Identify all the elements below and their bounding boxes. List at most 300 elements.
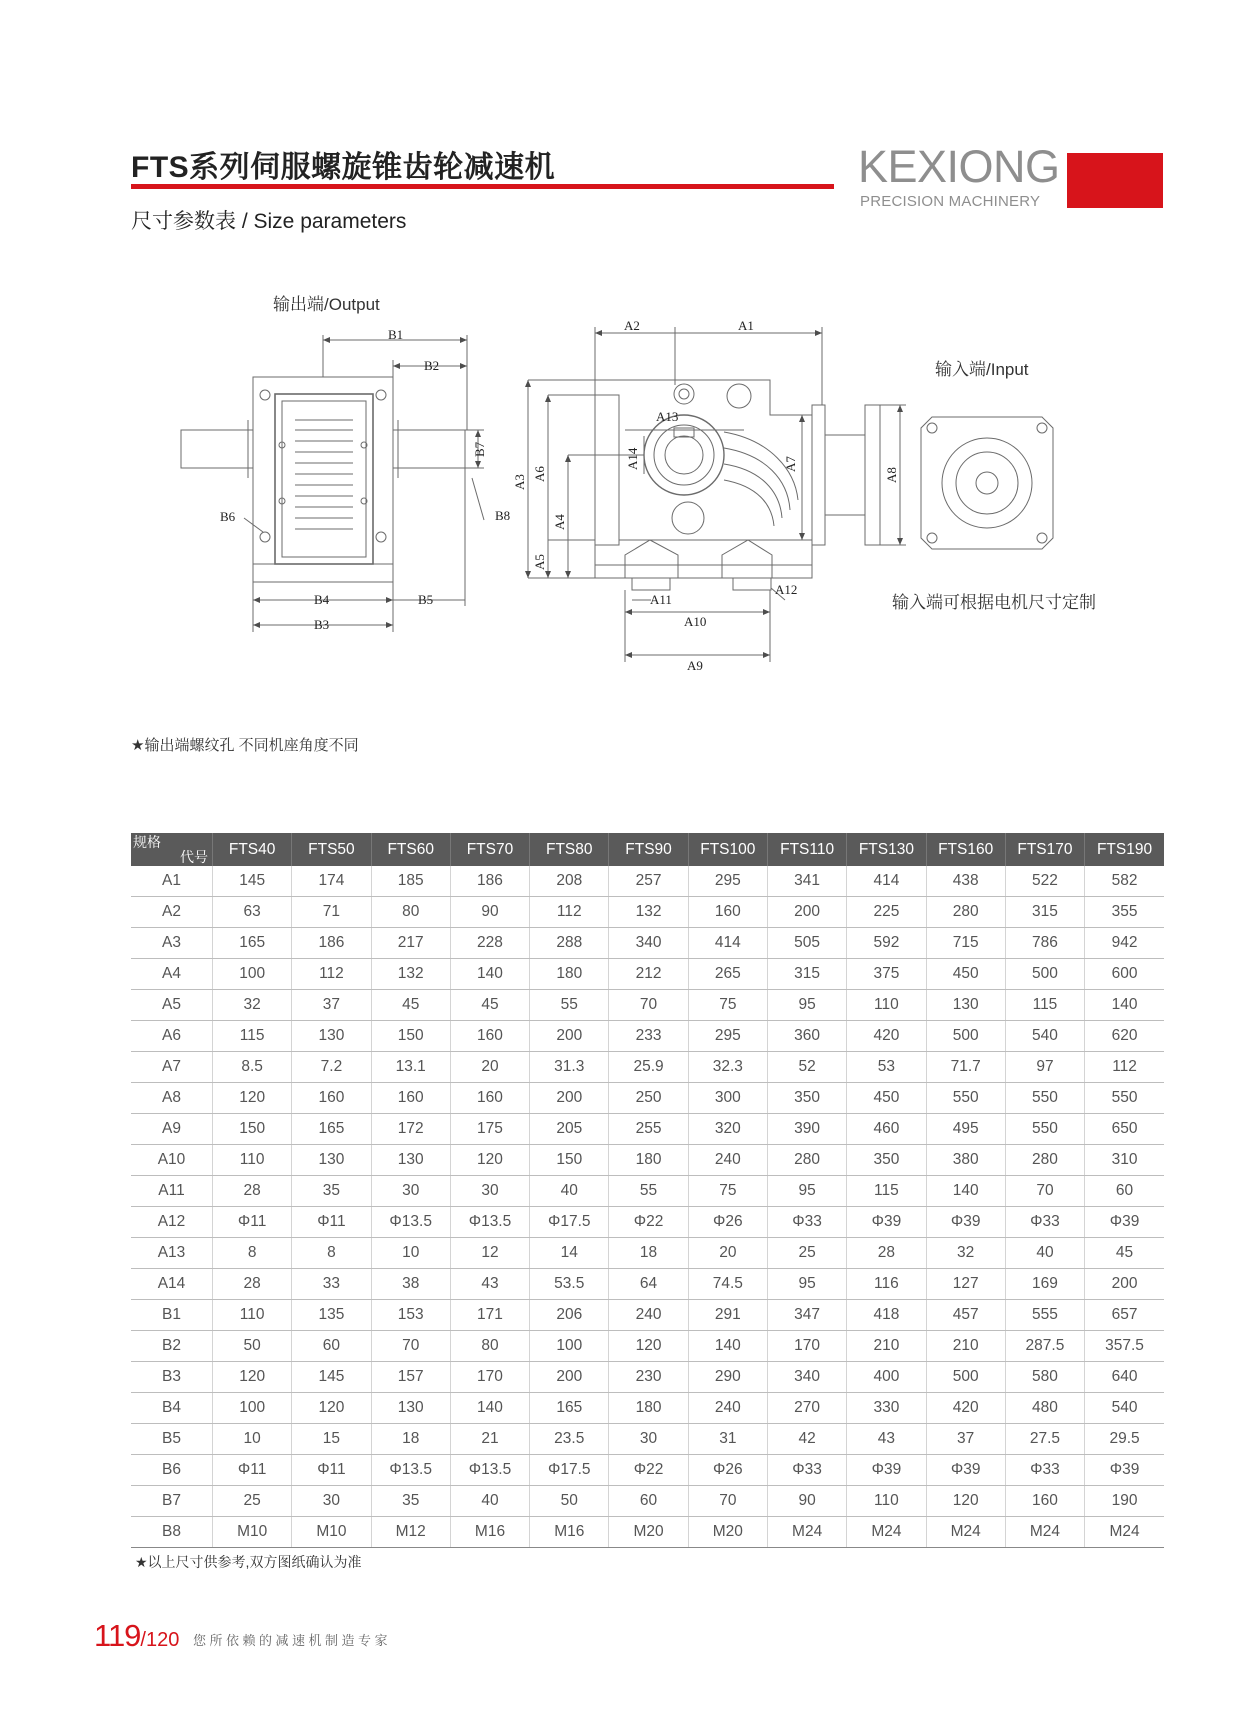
table-cell: 495 <box>926 1114 1005 1145</box>
table-cell: 295 <box>688 1021 767 1052</box>
table-cell: 160 <box>292 1083 371 1114</box>
table-cell: 175 <box>450 1114 529 1145</box>
table-cell: Φ33 <box>1005 1207 1084 1238</box>
row-code-cell: B8 <box>131 1517 213 1548</box>
table-cell: 60 <box>1085 1176 1164 1207</box>
table-cell: 500 <box>926 1021 1005 1052</box>
table-cell: 310 <box>1085 1145 1164 1176</box>
column-header: FTS110 <box>767 833 846 866</box>
table-cell: M24 <box>1005 1517 1084 1548</box>
table-cell: 43 <box>847 1424 926 1455</box>
dim-label-a3: A3 <box>512 474 527 490</box>
table-cell: 174 <box>292 866 371 897</box>
table-cell: 280 <box>1005 1145 1084 1176</box>
table-cell: Φ11 <box>213 1207 292 1238</box>
table-cell: 160 <box>371 1083 450 1114</box>
table-cell: 522 <box>1005 866 1084 897</box>
row-code-cell: B3 <box>131 1362 213 1393</box>
table-cell: Φ13.5 <box>371 1455 450 1486</box>
table-cell: 95 <box>767 1269 846 1300</box>
table-cell: 160 <box>1005 1486 1084 1517</box>
table-cell: 240 <box>609 1300 688 1331</box>
table-cell: 341 <box>767 866 846 897</box>
table-cell: 170 <box>450 1362 529 1393</box>
table-cell: 20 <box>688 1238 767 1269</box>
table-cell: 100 <box>213 959 292 990</box>
table-cell: 25 <box>767 1238 846 1269</box>
table-row <box>131 1052 1164 1083</box>
table-cell: 116 <box>847 1269 926 1300</box>
table-cell: 400 <box>847 1362 926 1393</box>
column-header: FTS90 <box>609 833 688 866</box>
table-cell: 640 <box>1085 1362 1164 1393</box>
table-cell: 217 <box>371 928 450 959</box>
table-cell: 171 <box>450 1300 529 1331</box>
table-corner-header <box>131 833 213 866</box>
table-cell: 38 <box>371 1269 450 1300</box>
column-header: FTS170 <box>1005 833 1084 866</box>
table-cell: M20 <box>688 1517 767 1548</box>
table-cell: 555 <box>1005 1300 1084 1331</box>
table-row <box>131 1021 1164 1052</box>
table-cell: 190 <box>1085 1486 1164 1517</box>
table-cell: 14 <box>530 1238 609 1269</box>
table-cell: 40 <box>1005 1238 1084 1269</box>
table-cell: 540 <box>1085 1393 1164 1424</box>
table-cell: M24 <box>847 1517 926 1548</box>
table-row <box>131 1393 1164 1424</box>
table-cell: 70 <box>609 990 688 1021</box>
table-cell: 28 <box>213 1176 292 1207</box>
table-cell: 80 <box>371 897 450 928</box>
table-cell: 185 <box>371 866 450 897</box>
table-cell: Φ13.5 <box>450 1455 529 1486</box>
table-cell: 170 <box>767 1331 846 1362</box>
input-end-label: 输入端/Input <box>935 360 1029 379</box>
dim-label-a8: A8 <box>884 467 899 483</box>
table-cell: 100 <box>213 1393 292 1424</box>
table-cell: 200 <box>767 897 846 928</box>
table-cell: 165 <box>530 1393 609 1424</box>
table-cell: 120 <box>213 1362 292 1393</box>
table-cell: 330 <box>847 1393 926 1424</box>
table-cell: 340 <box>609 928 688 959</box>
table-row <box>131 1517 1164 1548</box>
table-cell: 450 <box>926 959 1005 990</box>
table-cell: 418 <box>847 1300 926 1331</box>
table-cell: Φ39 <box>847 1455 926 1486</box>
table-cell: 295 <box>688 866 767 897</box>
table-cell: 31.3 <box>530 1052 609 1083</box>
row-code-cell: A11 <box>131 1176 213 1207</box>
corner-spec-label: 规格 <box>133 834 161 850</box>
table-cell: 112 <box>1085 1052 1164 1083</box>
table-row <box>131 1269 1164 1300</box>
table-cell: 160 <box>450 1083 529 1114</box>
dim-label-b6: B6 <box>220 509 236 524</box>
table-row <box>131 959 1164 990</box>
table-cell: 21 <box>450 1424 529 1455</box>
table-cell: 112 <box>292 959 371 990</box>
row-code-cell: A1 <box>131 866 213 897</box>
table-cell: 210 <box>926 1331 1005 1362</box>
column-header: FTS40 <box>213 833 292 866</box>
table-cell: 8 <box>213 1238 292 1269</box>
table-cell: Φ33 <box>1005 1455 1084 1486</box>
page-subtitle: 尺寸参数表 / Size parameters <box>131 210 407 233</box>
table-cell: 28 <box>213 1269 292 1300</box>
table-cell: 290 <box>688 1362 767 1393</box>
table-cell: Φ17.5 <box>530 1207 609 1238</box>
table-cell: Φ22 <box>609 1455 688 1486</box>
table-cell: 200 <box>1085 1269 1164 1300</box>
table-cell: 120 <box>609 1331 688 1362</box>
table-cell: 15 <box>292 1424 371 1455</box>
table-cell: 340 <box>767 1362 846 1393</box>
dim-label-b3: B3 <box>314 617 330 632</box>
column-header: FTS80 <box>530 833 609 866</box>
dim-label-a14: A14 <box>625 447 640 470</box>
table-cell: 165 <box>213 928 292 959</box>
table-cell: 540 <box>1005 1021 1084 1052</box>
table-cell: 420 <box>926 1393 1005 1424</box>
table-cell: 60 <box>292 1331 371 1362</box>
table-cell: 30 <box>450 1176 529 1207</box>
dim-label-a4: A4 <box>552 514 567 530</box>
table-cell: Φ26 <box>688 1455 767 1486</box>
row-code-cell: A9 <box>131 1114 213 1145</box>
table-cell: 600 <box>1085 959 1164 990</box>
row-code-cell: A2 <box>131 897 213 928</box>
table-cell: 135 <box>292 1300 371 1331</box>
table-cell: 592 <box>847 928 926 959</box>
dim-label-b5: B5 <box>418 592 434 607</box>
table-cell: 280 <box>767 1145 846 1176</box>
table-cell: Φ11 <box>213 1455 292 1486</box>
table-cell: 287.5 <box>1005 1331 1084 1362</box>
footer-slogan: 您所依赖的减速机制造专家 <box>193 1633 392 1648</box>
dim-label-a7: A7 <box>783 456 798 472</box>
dim-label-a6: A6 <box>532 466 547 482</box>
table-cell: 60 <box>609 1486 688 1517</box>
table-cell: 180 <box>530 959 609 990</box>
table-cell: 145 <box>292 1362 371 1393</box>
table-cell: 43 <box>450 1269 529 1300</box>
table-cell: 95 <box>767 1176 846 1207</box>
corner-code-label: 代号 <box>180 849 208 865</box>
table-cell: 75 <box>688 1176 767 1207</box>
table-cell: 145 <box>213 866 292 897</box>
table-cell: Φ22 <box>609 1207 688 1238</box>
row-code-cell: B4 <box>131 1393 213 1424</box>
row-code-cell: B6 <box>131 1455 213 1486</box>
table-cell: 300 <box>688 1083 767 1114</box>
table-cell: 288 <box>530 928 609 959</box>
table-cell: 257 <box>609 866 688 897</box>
table-cell: M20 <box>609 1517 688 1548</box>
table-cell: 31 <box>688 1424 767 1455</box>
column-header: FTS70 <box>450 833 529 866</box>
table-cell: 420 <box>847 1021 926 1052</box>
table-cell: 186 <box>292 928 371 959</box>
table-cell: 620 <box>1085 1021 1164 1052</box>
table-cell: 71.7 <box>926 1052 1005 1083</box>
table-cell: 40 <box>450 1486 529 1517</box>
table-cell: 132 <box>371 959 450 990</box>
table-cell: 120 <box>450 1145 529 1176</box>
table-cell: 120 <box>926 1486 1005 1517</box>
table-cell: Φ13.5 <box>450 1207 529 1238</box>
table-cell: 200 <box>530 1083 609 1114</box>
table-cell: 28 <box>847 1238 926 1269</box>
table-cell: M12 <box>371 1517 450 1548</box>
column-header: FTS130 <box>847 833 926 866</box>
table-cell: 291 <box>688 1300 767 1331</box>
column-header: FTS60 <box>371 833 450 866</box>
table-cell: 240 <box>688 1145 767 1176</box>
table-cell: 45 <box>371 990 450 1021</box>
table-cell: 500 <box>926 1362 1005 1393</box>
row-code-cell: B7 <box>131 1486 213 1517</box>
table-cell: 110 <box>213 1145 292 1176</box>
table-cell: Φ39 <box>1085 1455 1164 1486</box>
table-row <box>131 897 1164 928</box>
table-cell: 53 <box>847 1052 926 1083</box>
dim-label-a2: A2 <box>624 318 640 333</box>
column-header: FTS190 <box>1085 833 1164 866</box>
table-cell: 100 <box>530 1331 609 1362</box>
table-cell: 64 <box>609 1269 688 1300</box>
table-cell: 140 <box>450 1393 529 1424</box>
table-cell: Φ39 <box>847 1207 926 1238</box>
table-cell: 414 <box>688 928 767 959</box>
table-cell: 206 <box>530 1300 609 1331</box>
table-cell: 786 <box>1005 928 1084 959</box>
table-cell: 8 <box>292 1238 371 1269</box>
table-cell: 180 <box>609 1393 688 1424</box>
row-code-cell: A10 <box>131 1145 213 1176</box>
table-cell: 127 <box>926 1269 1005 1300</box>
table-cell: 18 <box>371 1424 450 1455</box>
dim-label-b2: B2 <box>424 358 440 373</box>
table-cell: 55 <box>530 990 609 1021</box>
table-cell: 550 <box>1085 1083 1164 1114</box>
column-header: FTS50 <box>292 833 371 866</box>
dim-label-b7: B7 <box>472 441 487 457</box>
table-cell: 32 <box>926 1238 1005 1269</box>
table-row <box>131 866 1164 897</box>
table-cell: 35 <box>292 1176 371 1207</box>
table-cell: 12 <box>450 1238 529 1269</box>
table-cell: 40 <box>530 1176 609 1207</box>
table-cell: 25 <box>213 1486 292 1517</box>
table-cell: 90 <box>450 897 529 928</box>
table-cell: 657 <box>1085 1300 1164 1331</box>
row-code-cell: A12 <box>131 1207 213 1238</box>
page-total: /120 <box>140 1629 180 1651</box>
table-cell: 53.5 <box>530 1269 609 1300</box>
table-row <box>131 1331 1164 1362</box>
row-code-cell: A5 <box>131 990 213 1021</box>
table-row <box>131 928 1164 959</box>
table-cell: 140 <box>1085 990 1164 1021</box>
table-cell: M24 <box>1085 1517 1164 1548</box>
table-cell: 130 <box>371 1145 450 1176</box>
table-cell: 150 <box>530 1145 609 1176</box>
table-cell: 52 <box>767 1052 846 1083</box>
table-row <box>131 990 1164 1021</box>
table-cell: 347 <box>767 1300 846 1331</box>
table-cell: 130 <box>292 1021 371 1052</box>
table-cell: 320 <box>688 1114 767 1145</box>
table-cell: Φ11 <box>292 1207 371 1238</box>
table-cell: 37 <box>926 1424 1005 1455</box>
table-row <box>131 1176 1164 1207</box>
table-cell: 240 <box>688 1393 767 1424</box>
table-cell: 70 <box>688 1486 767 1517</box>
table-cell: 115 <box>213 1021 292 1052</box>
table-cell: 230 <box>609 1362 688 1393</box>
table-cell: 130 <box>292 1145 371 1176</box>
table-cell: 23.5 <box>530 1424 609 1455</box>
table-cell: 375 <box>847 959 926 990</box>
table-body <box>131 866 1164 1548</box>
table-cell: 37 <box>292 990 371 1021</box>
table-cell: 550 <box>1005 1114 1084 1145</box>
table-cell: 315 <box>767 959 846 990</box>
brand-tagline: PRECISION MACHINERY <box>860 193 1041 210</box>
table-cell: 50 <box>530 1486 609 1517</box>
table-cell: 280 <box>926 897 1005 928</box>
table-cell: 115 <box>1005 990 1084 1021</box>
row-code-cell: A6 <box>131 1021 213 1052</box>
table-cell: Φ39 <box>1085 1207 1164 1238</box>
table-cell: 165 <box>292 1114 371 1145</box>
table-cell: 186 <box>450 866 529 897</box>
table-cell: 350 <box>767 1083 846 1114</box>
table-cell: 505 <box>767 928 846 959</box>
table-cell: 315 <box>1005 897 1084 928</box>
table-cell: 255 <box>609 1114 688 1145</box>
table-cell: 140 <box>450 959 529 990</box>
table-cell: 132 <box>609 897 688 928</box>
table-cell: 942 <box>1085 928 1164 959</box>
table-cell: 715 <box>926 928 1005 959</box>
column-header: FTS160 <box>926 833 1005 866</box>
table-row <box>131 1083 1164 1114</box>
table-cell: 350 <box>847 1145 926 1176</box>
table-cell: 390 <box>767 1114 846 1145</box>
table-cell: 160 <box>450 1021 529 1052</box>
row-code-cell: B1 <box>131 1300 213 1331</box>
table-cell: 30 <box>292 1486 371 1517</box>
table-cell: 580 <box>1005 1362 1084 1393</box>
row-code-cell: A13 <box>131 1238 213 1269</box>
table-cell: M10 <box>213 1517 292 1548</box>
table-row <box>131 1114 1164 1145</box>
table-cell: 112 <box>530 897 609 928</box>
table-cell: 55 <box>609 1176 688 1207</box>
table-cell: 380 <box>926 1145 1005 1176</box>
table-cell: 140 <box>926 1176 1005 1207</box>
table-cell: 70 <box>1005 1176 1084 1207</box>
table-cell: 32.3 <box>688 1052 767 1083</box>
row-code-cell: A8 <box>131 1083 213 1114</box>
table-row <box>131 1300 1164 1331</box>
table-cell: 33 <box>292 1269 371 1300</box>
table-cell: 550 <box>1005 1083 1084 1114</box>
dim-label-b8: B8 <box>495 508 511 523</box>
table-cell: Φ33 <box>767 1455 846 1486</box>
table-row <box>131 1455 1164 1486</box>
table-cell: 32 <box>213 990 292 1021</box>
table-cell: 414 <box>847 866 926 897</box>
table-cell: Φ26 <box>688 1207 767 1238</box>
table-cell: 8.5 <box>213 1052 292 1083</box>
table-cell: 457 <box>926 1300 1005 1331</box>
table-header-row <box>131 833 1164 866</box>
table-cell: 70 <box>371 1331 450 1362</box>
table-cell: 120 <box>213 1083 292 1114</box>
dim-label-b4: B4 <box>314 592 330 607</box>
table-cell: 29.5 <box>1085 1424 1164 1455</box>
table-row <box>131 1362 1164 1393</box>
table-cell: 110 <box>847 1486 926 1517</box>
table-cell: M24 <box>767 1517 846 1548</box>
table-cell: 480 <box>1005 1393 1084 1424</box>
table-cell: 110 <box>213 1300 292 1331</box>
table-cell: 150 <box>371 1021 450 1052</box>
table-row <box>131 1145 1164 1176</box>
row-code-cell: B5 <box>131 1424 213 1455</box>
table-cell: 50 <box>213 1331 292 1362</box>
table-cell: 18 <box>609 1238 688 1269</box>
reference-note: ★以上尺寸供参考,双方图纸确认为准 <box>135 1554 362 1570</box>
table-cell: 140 <box>688 1331 767 1362</box>
dim-label-a9: A9 <box>687 658 703 673</box>
output-end-label: 输出端/Output <box>273 295 380 314</box>
table-cell: 250 <box>609 1083 688 1114</box>
table-cell: 200 <box>530 1362 609 1393</box>
table-cell: 10 <box>371 1238 450 1269</box>
table-cell: 90 <box>767 1486 846 1517</box>
table-cell: Φ17.5 <box>530 1455 609 1486</box>
table-cell: 30 <box>609 1424 688 1455</box>
table-cell: 35 <box>371 1486 450 1517</box>
table-cell: 80 <box>450 1331 529 1362</box>
table-cell: 27.5 <box>1005 1424 1084 1455</box>
table-cell: 169 <box>1005 1269 1084 1300</box>
table-cell: Φ39 <box>926 1455 1005 1486</box>
dim-label-a12: A12 <box>775 582 798 597</box>
input-custom-note: 输入端可根据电机尺寸定制 <box>892 593 1096 612</box>
table-cell: 95 <box>767 990 846 1021</box>
size-parameter-table <box>131 833 1164 1548</box>
table-cell: M16 <box>450 1517 529 1548</box>
table-cell: 212 <box>609 959 688 990</box>
table-cell: 157 <box>371 1362 450 1393</box>
dim-label-a13: A13 <box>656 409 679 424</box>
table-cell: 210 <box>847 1331 926 1362</box>
table-cell: 45 <box>450 990 529 1021</box>
table-cell: 25.9 <box>609 1052 688 1083</box>
table-row <box>131 1424 1164 1455</box>
dim-label-a11: A11 <box>650 592 672 607</box>
dim-label-a1: A1 <box>738 318 754 333</box>
row-code-cell: B2 <box>131 1331 213 1362</box>
table-cell: 355 <box>1085 897 1164 928</box>
table-cell: 650 <box>1085 1114 1164 1145</box>
